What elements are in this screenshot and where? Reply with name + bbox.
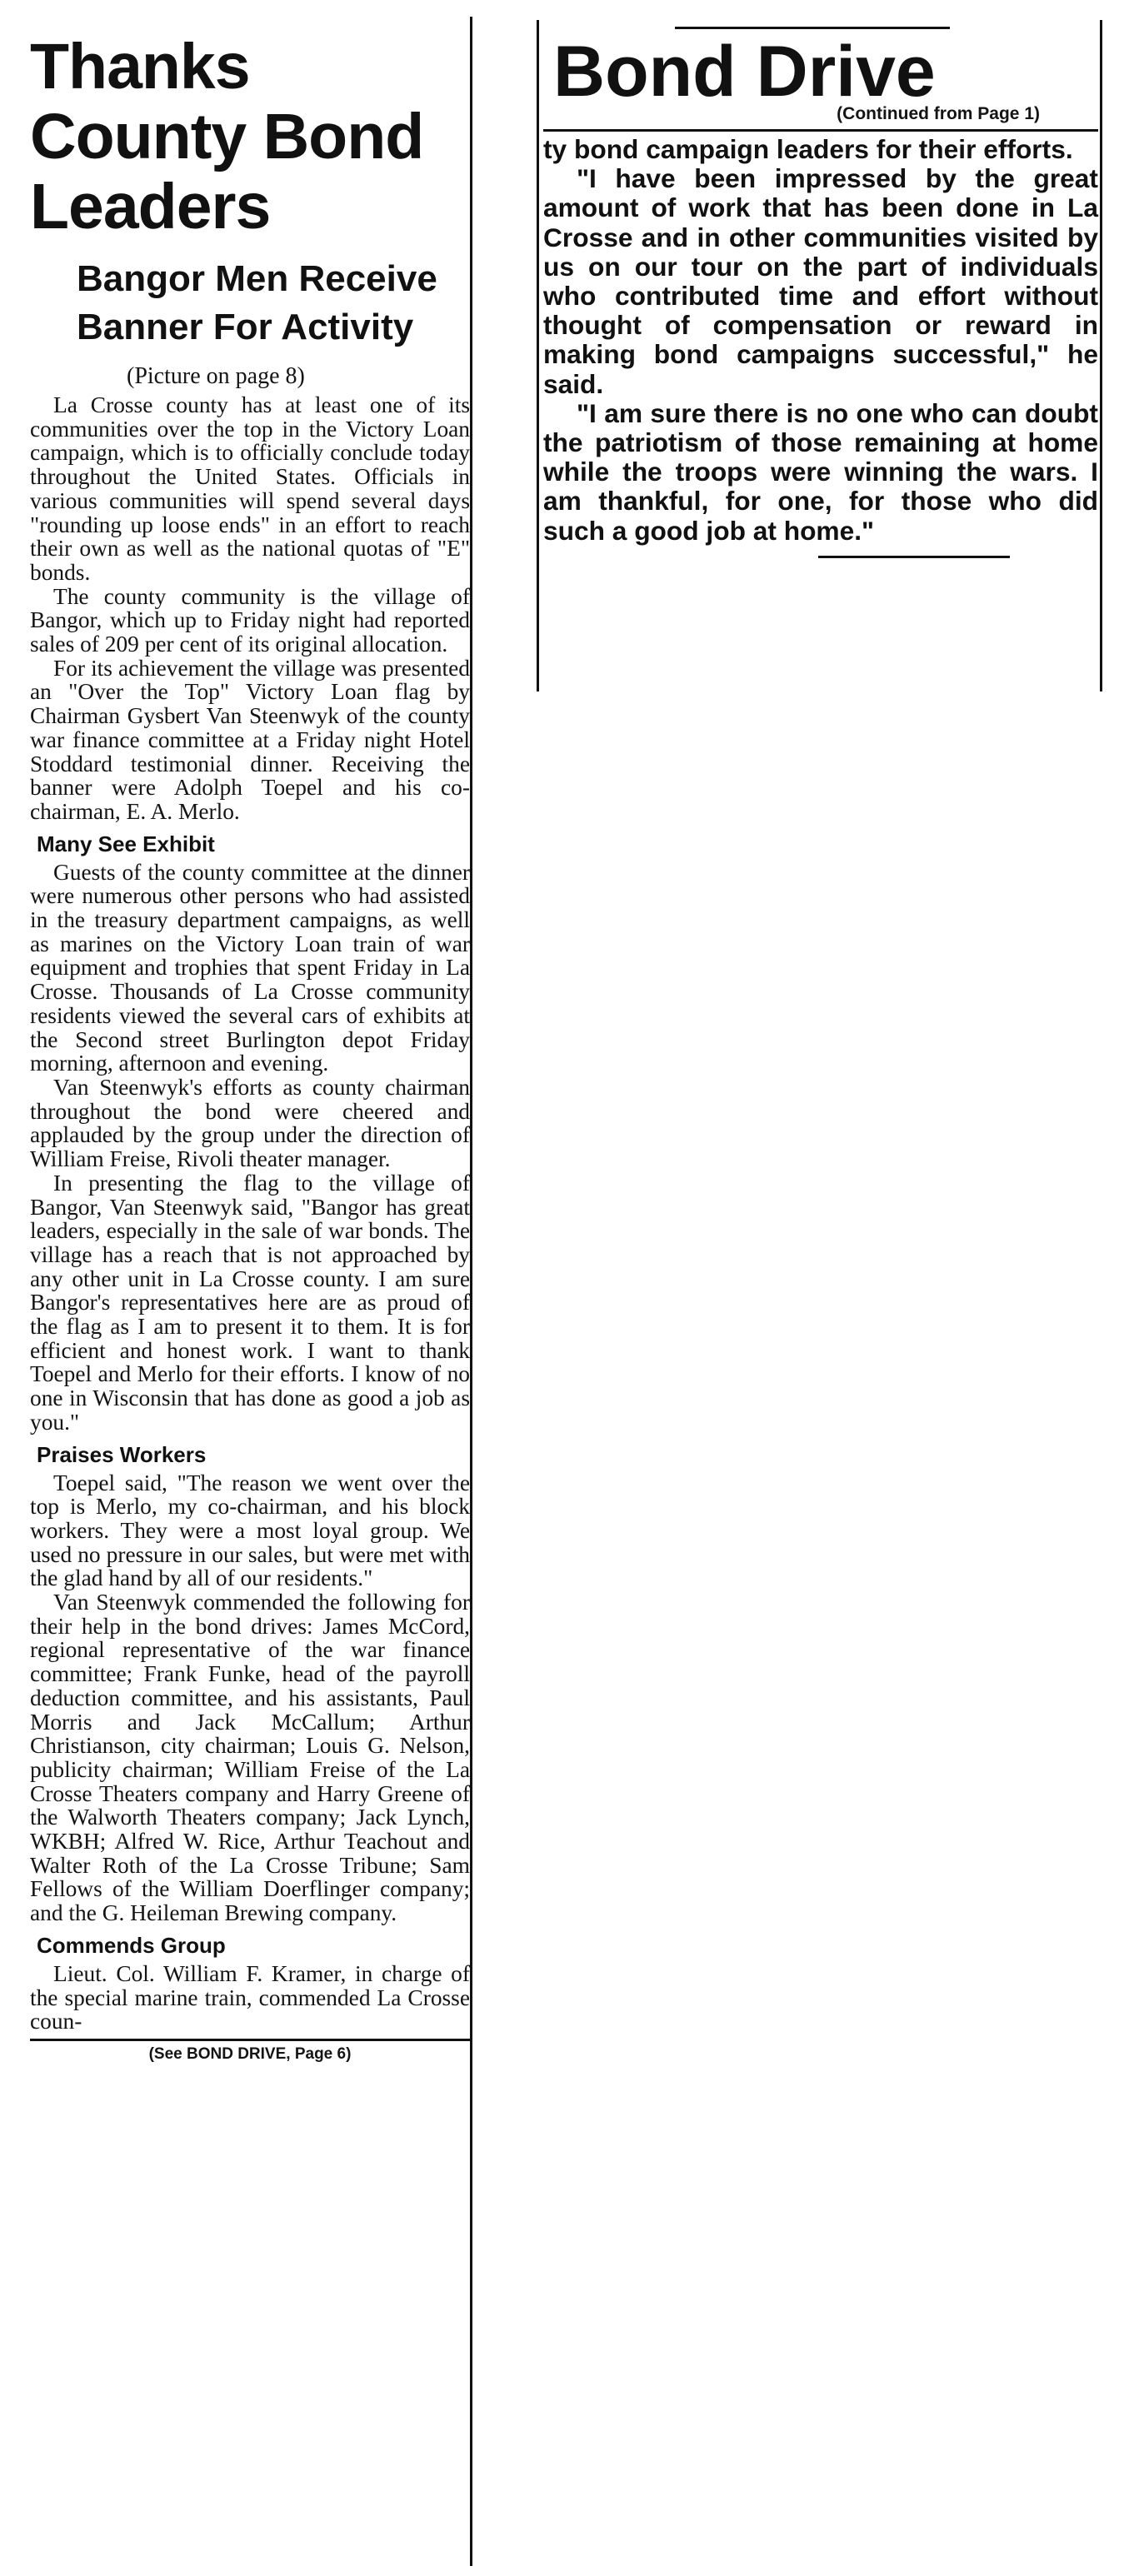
article-body-part-4 bbox=[30, 1962, 470, 2034]
end-rule bbox=[818, 556, 1010, 558]
column-rule-center bbox=[537, 20, 539, 691]
continued-line: (Continued from Page 1) bbox=[837, 104, 1040, 123]
paragraph: In presenting the flag to the village of Bangor, Van Steenwyk said, "Bangor has great leaders, especially in the sale of war bonds. The village has a reach that is not approached by any other unit in La Crosse county. I am sure Bangor's representatives here are as proud of the flag as I am to present it to them. It is for efficient and honest work. I want to thank Toepel and Merlo for their efforts. I know of no one in Wisconsin that has done as good a job as you." bbox=[30, 1170, 470, 1435]
subhead-commends-group: Commends Group bbox=[37, 1932, 226, 1958]
jump-line: (See BOND DRIVE, Page 6) bbox=[148, 2045, 352, 2063]
paragraph: "I have been impressed by the great amount of work that has been done in La Crosse and in other communities visited by us on our tour on the part of individuals who contributed time and effort without thought of compensation or reward in making bond campaigns successful," he said. bbox=[543, 163, 1098, 399]
paragraph: The county community is the village of Bangor, which up to Friday night had reported sales of 209 per cent of its original allocation. bbox=[30, 583, 470, 657]
headline: Thanks County Bond Leaders bbox=[30, 31, 424, 242]
subhead-many-see-exhibit: Many See Exhibit bbox=[37, 831, 215, 856]
paragraph: Lieut. Col. William F. Kramer, in charge of the special marine train, commended La Crosse coun- bbox=[30, 1960, 470, 2034]
top-rule bbox=[675, 27, 950, 29]
column-rule-left bbox=[470, 17, 472, 2566]
paragraph: For its achievement the village was presented an "Over the Top" Victory Loan flag by Chairman Gysbert Van Steenwyk of the county war finance committee at a Friday night Hotel Stoddard testimonial dinner. Receiving the banner were Adolph Toepel and his co-chairman, E. A. Merlo. bbox=[30, 655, 470, 824]
article-body-part-2 bbox=[30, 861, 470, 1435]
jump-divider bbox=[30, 2039, 470, 2041]
paragraph: Van Steenwyk's efforts as county chairman throughout the bond were cheered and applauded by the group under the direction of William Freise, Rivoli theater manager. bbox=[30, 1074, 470, 1172]
paragraph: "I am sure there is no one who can doubt the patriotism of those remaining at home while the troops were winning the wars. I am thankful, for one, for those who did such a good job at home." bbox=[543, 397, 1098, 546]
continued-divider bbox=[543, 129, 1098, 132]
paragraph: ty bond campaign leaders for their efforts. bbox=[543, 134, 1073, 164]
column-rule-right bbox=[1100, 20, 1102, 691]
deck-subheadline: Bangor Men Receive Banner For Activity bbox=[77, 258, 437, 347]
subhead-praises-workers: Praises Workers bbox=[37, 1441, 207, 1467]
paragraph: Van Steenwyk commended the following for their help in the bond drives: James McCord, regional representative of the war finance committee; Frank Funke, head of the payroll deduction committee, and his assistants, Paul Morris and Jack McCallum; Arthur Christianson, city chairman; Louis G. Nelson, publicity chairman; William Freise of the La Crosse Theaters company and Harry Greene of the Walworth Theaters company; Jack Lynch, WKBH; Alfred W. Rice, Arthur Teachout and Walter Roth of the La Crosse Tribune; Sam Fellows of the William Doerflinger company; and the G. Heileman Brewing company. bbox=[30, 1590, 470, 1926]
paragraph: Guests of the county committee at the dinner were numerous other persons who had assisted in the treasury department campaigns, as well as marines on the Victory Loan train of war equipment and trophies that spent Friday in La Crosse. Thousands of La Crosse community residents viewed the several cars of exhibits at the Second street Burlington depot Friday morning, afternoon and evening. bbox=[30, 859, 470, 1076]
article-body-part-3 bbox=[30, 1471, 470, 1925]
picture-note: (Picture on page 8) bbox=[127, 363, 305, 389]
paragraph: Toepel said, "The reason we went over the top is Merlo, my co-chairman, and his block workers. They were a most loyal group. We used no pressure in our sales, but were met with the glad hand by all of our residents." bbox=[30, 1470, 470, 1591]
article-bond-drive-continued bbox=[543, 0, 1098, 558]
paragraph: La Crosse county has at least one of its communities over the top in the Victory Loan campaign, which is to officially conclude today throughout the United States. Officials in various communities will spend several days "rounding up loose ends" in an effort to reach their own as well as the national quotas of "E" bonds. bbox=[30, 392, 470, 585]
headline: Bond Drive bbox=[553, 32, 936, 112]
article-body bbox=[543, 135, 1098, 546]
article-body-part-1 bbox=[30, 393, 470, 824]
article-thanks-county bbox=[30, 0, 470, 2066]
